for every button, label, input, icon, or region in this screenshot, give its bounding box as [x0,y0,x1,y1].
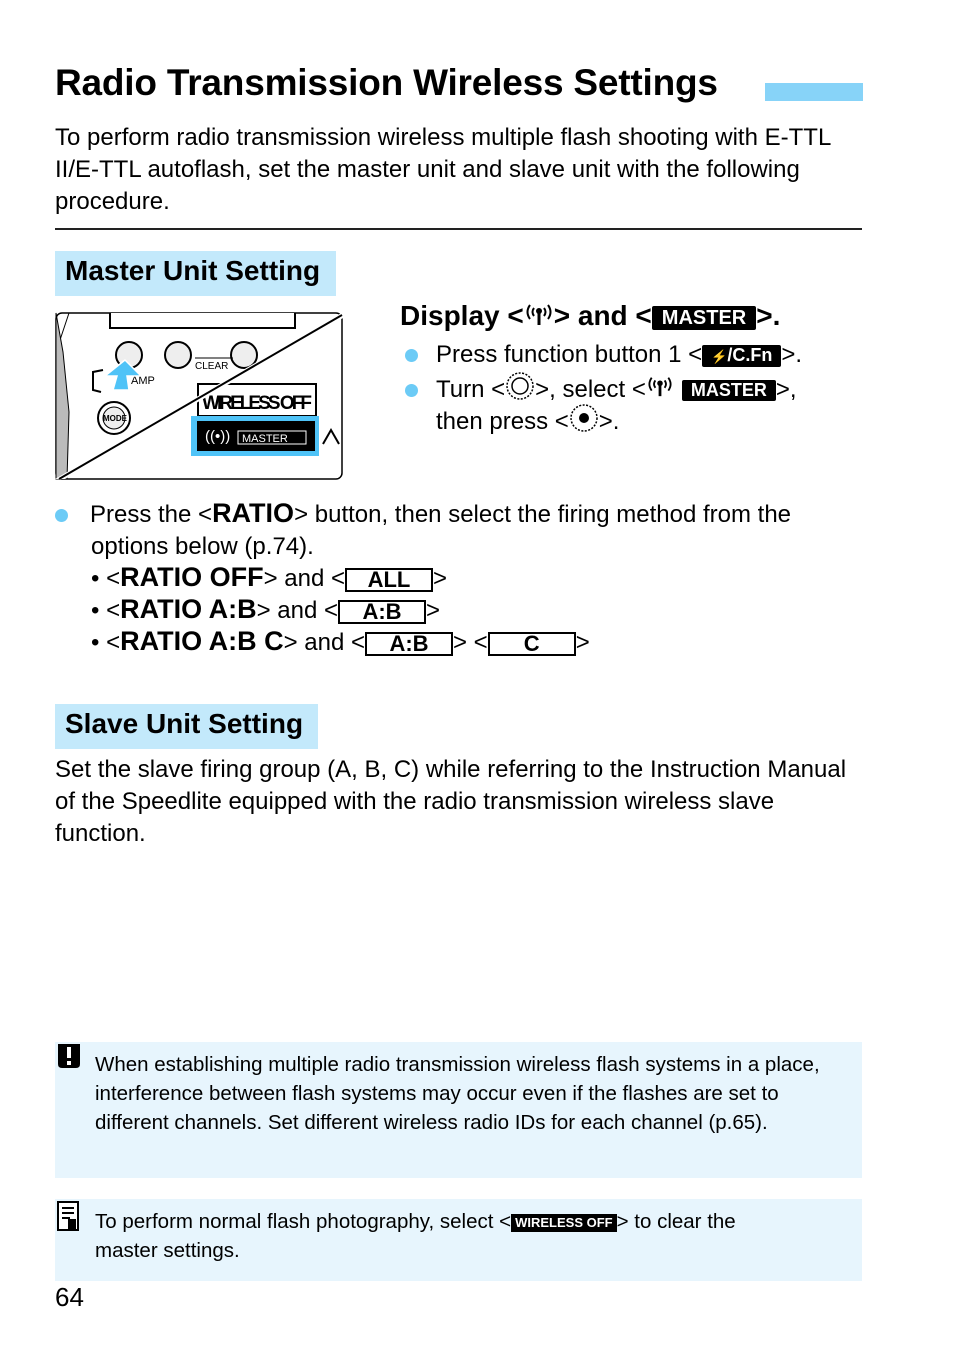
bullet-dot [55,509,68,522]
section-divider [55,228,862,230]
clear-label: CLEAR [195,361,229,372]
ratio-option: • <RATIO OFF> and < ALL > [91,562,448,592]
title-accent-bar [765,83,863,101]
mode-label: MODE [103,414,127,423]
master-label: MASTER [242,433,288,445]
master-badge: MASTER [682,380,776,401]
slave-paragraph: Set the slave firing group (A, B, C) while referring to the Instruction Manual of the Speedlite equipped with the radio transmission wireless slave function. [55,756,847,847]
page-number: 64 [55,1282,84,1312]
page-title: Radio Transmission Wireless Settings [55,62,718,103]
set-button-icon [569,403,599,442]
ratio-option: • <RATIO A:B C> and < A:B > < C > [91,626,590,656]
option-box: C [488,632,576,656]
master-badge: MASTER [652,306,756,330]
master-unit-heading: Master Unit Setting [55,251,336,296]
wireless-off-label: WIRELESS OFF [202,393,312,414]
wireless-icon [646,374,674,407]
speedlite-illustration [55,312,343,480]
ratio-key: RATIO [212,498,295,528]
caution-note [55,1042,862,1178]
option-box: ALL [345,568,433,592]
bullet-turn-dial: Turn < >, select < MASTER >, [405,371,797,410]
ratio-instruction: Press the <RATIO> button, then select the firing method from the options below (p.74). [55,497,875,563]
wireless-off-badge: WIRELESS OFF [511,1214,617,1232]
wireless-icon [524,301,554,334]
caution-icon [55,1042,83,1075]
memo-note [55,1199,862,1281]
bullet-dot [405,349,418,362]
amp-label: AMP [131,375,155,387]
svg-text:((•)): ((•)) [205,428,231,445]
cfn-badge: ⚡/C.Fn [702,345,781,367]
bullet-then-press: then press < >. [436,403,619,442]
memo-icon [57,1201,81,1238]
bullet-dot [405,384,418,397]
option-box: A:B [338,600,426,624]
option-box: A:B [365,632,453,656]
slave-unit-heading: Slave Unit Setting [55,704,318,749]
caution-text: When establishing multiple radio transmission wireless flash systems in a place, interference between flash systems may occur even if the flashes are set to different channels. Set different wireless radio IDs for each channel (p.65). [95,1053,820,1134]
memo-text: To perform normal flash photography, select < WIRELESS OFF > to clear the master settings. [95,1210,736,1262]
bullet-function-button: Press function button 1 < ⚡/C.Fn >. [405,339,802,371]
step-title: Display < > and < MASTER >. [400,300,780,334]
intro-paragraph: To perform radio transmission wireless multiple flash shooting with E-TTL II/E-TTL autoflash, set the master unit and slave unit with the following procedure. [55,124,831,215]
ratio-option: • <RATIO A:B> and < A:B > [91,594,441,624]
